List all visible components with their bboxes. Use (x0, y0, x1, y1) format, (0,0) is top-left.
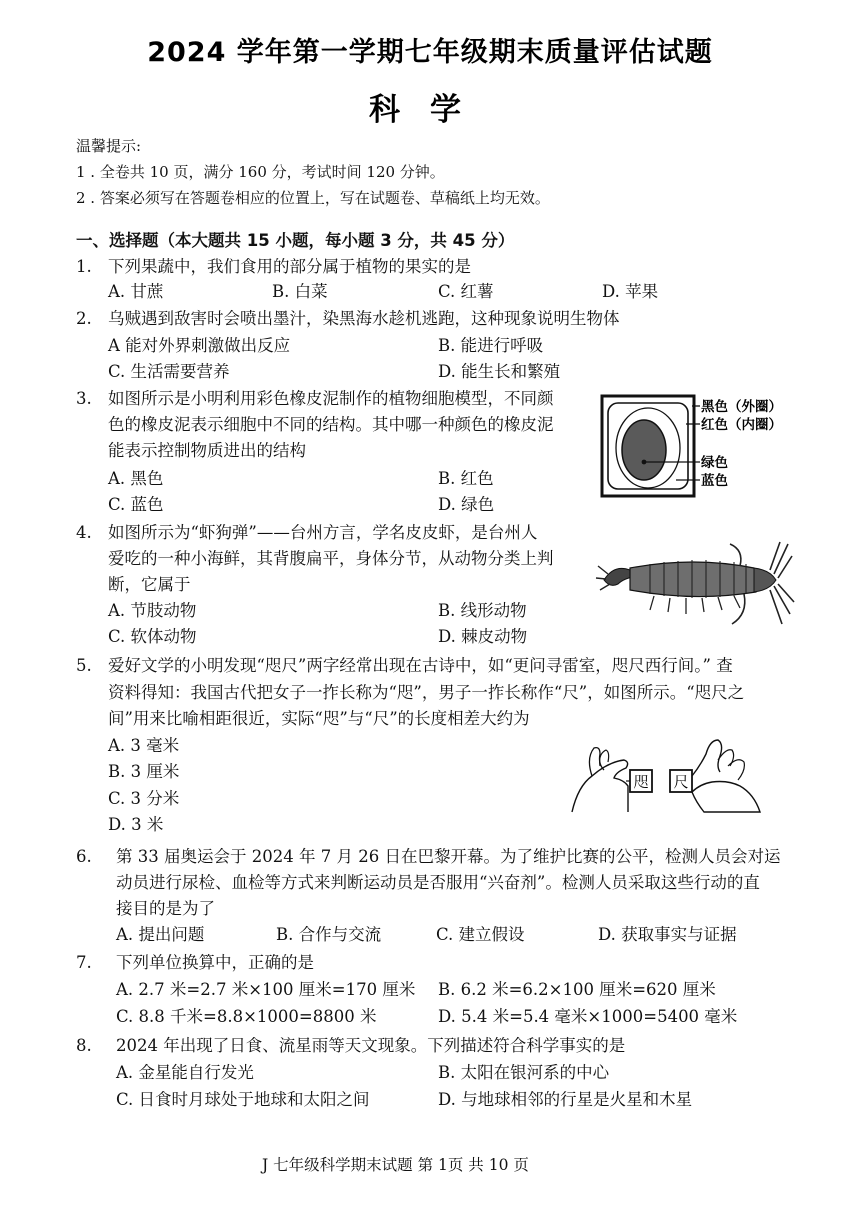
question-text: 资料得知：我国古代把女子一拃长称为“咫”，男子一拃长称作“尺”，如图所示。“咫尺之 (108, 683, 745, 702)
option: A. 黑色 (108, 469, 164, 488)
option: D. 绿色 (438, 495, 495, 514)
option: D. 棘皮动物 (438, 627, 528, 646)
question-number: 6. (76, 847, 92, 866)
left-hand-finger (600, 750, 609, 766)
option: A 能对外界刺激做出反应 (108, 336, 291, 355)
mantis-shrimp-figure (594, 540, 794, 630)
left-hand-outline (572, 760, 628, 812)
option: A. 2.7 米=2.7 米×100 厘米=170 厘米 (116, 980, 416, 999)
tips-heading: 温馨提示: (76, 137, 142, 155)
question-text: 第 33 届奥运会于 2024 年 7 月 26 日在巴黎开幕。为了维护比赛的公平，检测人员会对运 (116, 847, 781, 866)
question-text: 爱吃的一种小海鲜，其背腹扁平，身体分节，从动物分类上判 (108, 549, 554, 568)
question-text: 间”用来比喻相距很近，实际“咫”与“尺”的长度相差大约为 (108, 709, 530, 728)
chi-label: 尺 (673, 773, 689, 791)
option: C. 生活需要营养 (108, 362, 230, 381)
question-text: 如图所示是小明利用彩色橡皮泥制作的植物细胞模型，不同颜 (108, 389, 554, 408)
option: C. 3 分米 (108, 789, 180, 808)
option: D. 5.4 米=5.4 毫米×1000=5400 毫米 (438, 1007, 738, 1026)
figure-label: 红色（内圈） (701, 417, 782, 433)
question-text: 下列单位换算中，正确的是 (116, 953, 314, 972)
shrimp-legs (650, 596, 740, 614)
tip-item: 1 . 全卷共 10 页，满分 160 分，考试时间 120 分钟。 (76, 163, 445, 181)
exam-title: 2024 学年第一学期七年级期末质量评估试题 (147, 37, 713, 68)
page-footer: J 七年级科学期末试题 第 1页 共 10 页 (262, 1156, 529, 1174)
question-number: 5. (76, 656, 92, 675)
question-number: 7. (76, 953, 92, 972)
option: D. 苹果 (602, 282, 659, 301)
zhi-label: 咫 (633, 773, 649, 791)
figure-label: 蓝色 (701, 473, 728, 489)
shrimp-head (754, 568, 776, 592)
option: A. 节肢动物 (108, 601, 197, 620)
subject-title: 科学 (369, 92, 491, 128)
question-text: 下列果蔬中，我们食用的部分属于植物的果实的是 (108, 257, 471, 276)
option: B. 红色 (438, 469, 494, 488)
right-hand-thumb (728, 760, 744, 780)
option: B. 线形动物 (438, 601, 527, 620)
right-hand-outline (692, 782, 760, 813)
shrimp-body (630, 562, 756, 597)
question-number: 3. (76, 389, 92, 408)
question-text: 2024 年出现了日食、流星雨等天文现象。下列描述符合科学事实的是 (116, 1036, 626, 1055)
option: D. 能生长和繁殖 (438, 362, 561, 381)
question-number: 1. (76, 257, 92, 276)
question-text: 断，它属于 (108, 575, 191, 594)
question-number: 4. (76, 523, 92, 542)
option: C. 日食时月球处于地球和太阳之间 (116, 1090, 370, 1109)
question-number: 2. (76, 309, 92, 328)
question-text: 能表示控制物质进出的结构 (108, 441, 306, 460)
option: A. 3 毫米 (108, 736, 180, 755)
option: B. 6.2 米=6.2×100 厘米=620 厘米 (438, 980, 716, 999)
option: C. 8.8 千米=8.8×1000=8800 米 (116, 1007, 377, 1026)
nucleus-blob (622, 420, 666, 480)
option: B. 合作与交流 (276, 925, 382, 944)
tip-item: 2 . 答案必须写在答题卷相应的位置上，写在试题卷、草稿纸上均无效。 (76, 189, 550, 207)
option: B. 白菜 (272, 282, 328, 301)
section-title: 一、选择题（本大题共 15 小题，每小题 3 分，共 45 分） (76, 231, 515, 250)
option: C. 蓝色 (108, 495, 164, 514)
option: D. 3 米 (108, 815, 164, 834)
nucleus-dot (642, 460, 647, 465)
plant-cell-figure (596, 392, 796, 512)
right-hand-finger (692, 740, 722, 776)
option: D. 获取事实与证据 (598, 925, 737, 944)
figure-label: 绿色 (701, 455, 728, 471)
question-text: 接目的是为了 (116, 899, 215, 918)
option: C. 建立假设 (436, 925, 525, 944)
figure-label: 黑色（外圈） (701, 399, 782, 415)
option: C. 红薯 (438, 282, 494, 301)
option: A. 金星能自行发光 (116, 1063, 254, 1082)
option: B. 太阳在银河系的中心 (438, 1063, 610, 1082)
question-text: 爱好文学的小明发现“咫尺”两字经常出现在古诗中，如“更问寻雷室，咫尺西行间。” 查 (108, 656, 733, 675)
hand-span-figure (568, 736, 768, 818)
question-text: 色的橡皮泥表示细胞中不同的结构。其中哪一种颜色的橡皮泥 (108, 415, 554, 434)
option: B. 3 厘米 (108, 762, 180, 781)
question-text: 乌贼遇到敌害时会喷出墨汁，染黑海水趁机逃跑，这种现象说明生物体 (108, 309, 620, 328)
question-text: 如图所示为“虾狗弹”——台州方言，学名皮皮虾，是台州人 (108, 523, 538, 542)
question-text: 动员进行尿检、血检等方式来判断运动员是否服用“兴奋剂”。检测人员采取这些行动的直 (116, 873, 760, 892)
question-number: 8. (76, 1036, 92, 1055)
option: A. 提出问题 (116, 925, 205, 944)
option: C. 软体动物 (108, 627, 197, 646)
option: D. 与地球相邻的行星是火星和木星 (438, 1090, 693, 1109)
option: B. 能进行呼吸 (438, 336, 544, 355)
option: A. 甘蔗 (108, 282, 164, 301)
